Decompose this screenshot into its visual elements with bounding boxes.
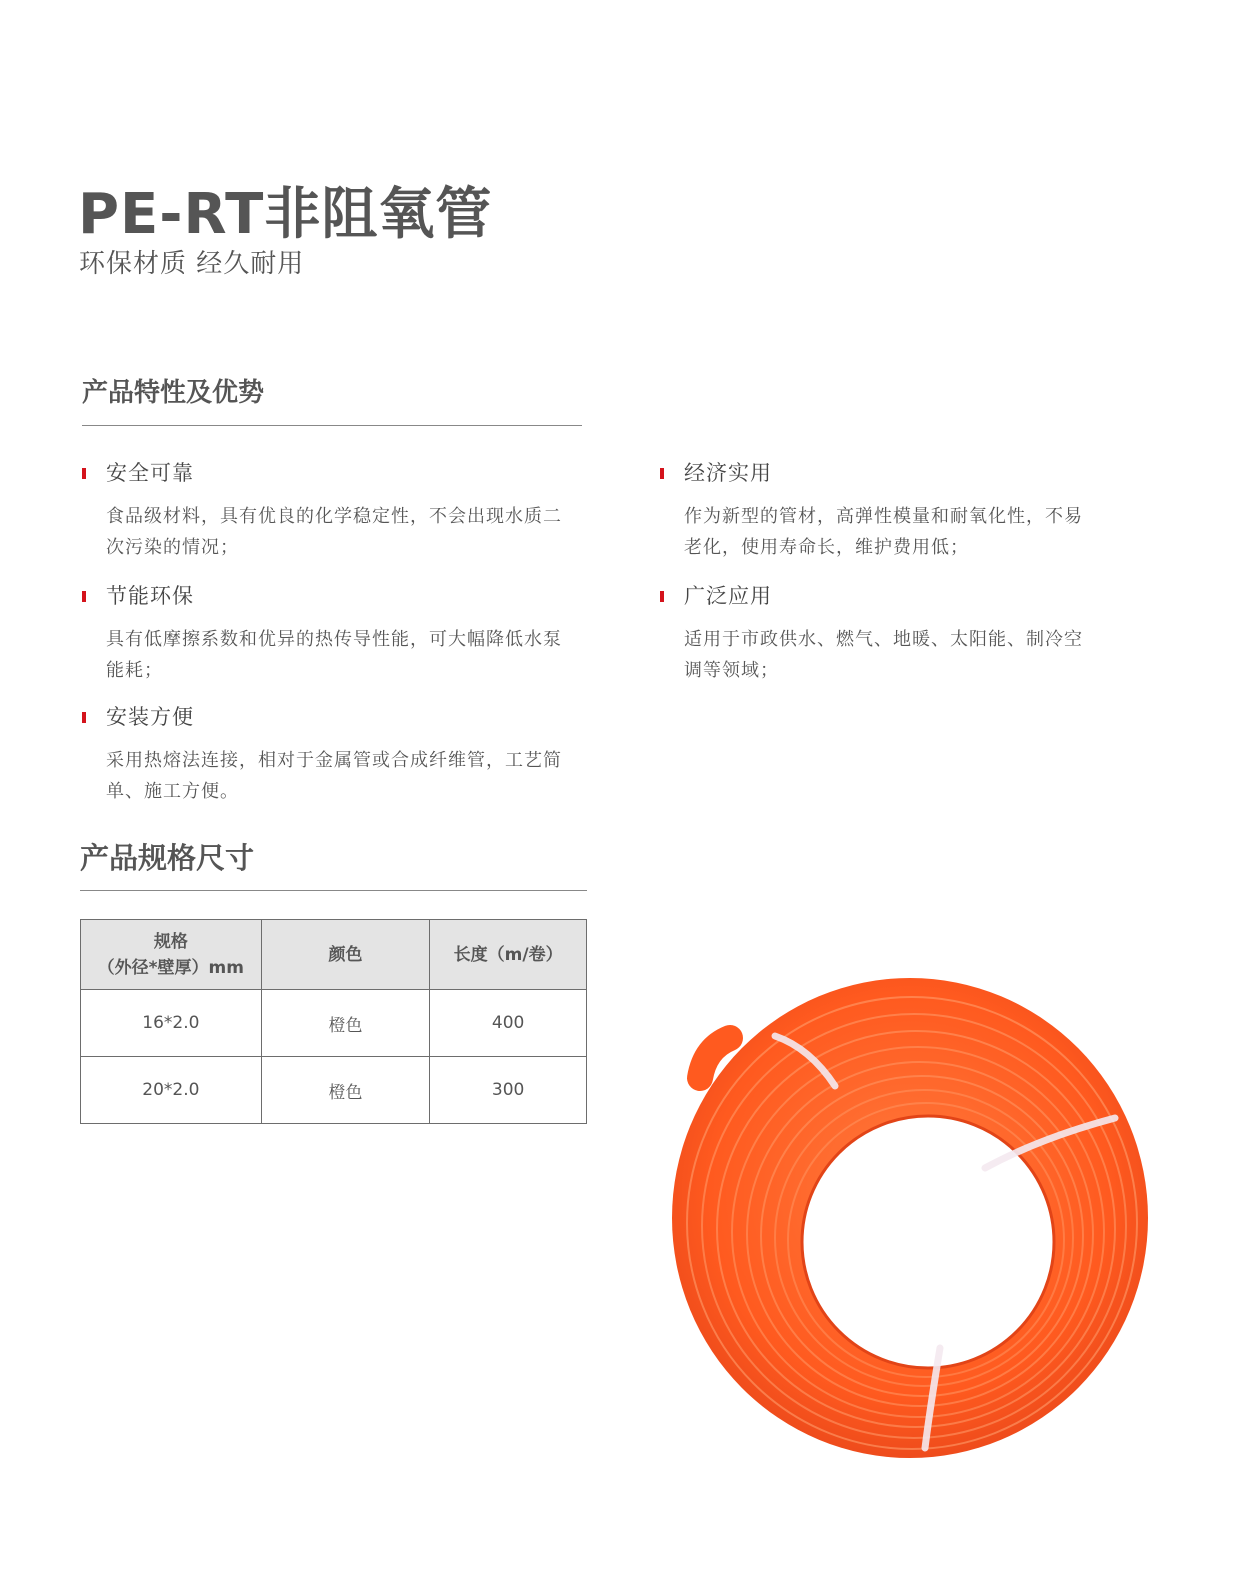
header-color: 颜色 — [261, 920, 430, 990]
features-divider — [82, 425, 582, 426]
feature-description: 采用热熔法连接，相对于金属管或合成纤维管，工艺简单、施工方便。 — [106, 750, 562, 802]
feature-title — [82, 580, 562, 612]
bullet-icon — [82, 712, 86, 723]
header-spec-line1: 规格 — [153, 931, 188, 952]
feature-item-energy — [82, 580, 562, 686]
bullet-icon — [660, 591, 664, 602]
bullet-icon — [660, 468, 664, 479]
specs-section-title: 产品规格尺寸 — [80, 841, 255, 875]
feature-item-economic — [660, 457, 1100, 563]
table-header-row — [81, 920, 587, 990]
feature-item-application — [660, 580, 1100, 686]
features-section-title: 产品特性及优势 — [82, 378, 265, 408]
bullet-icon — [82, 591, 86, 602]
feature-title-text: 广泛应用 — [684, 584, 772, 608]
cell-color: 橙色 — [261, 990, 430, 1057]
bullet-icon — [82, 468, 86, 479]
feature-title-text: 安全可靠 — [106, 461, 194, 485]
feature-description: 具有低摩擦系数和优异的热传导性能，可大幅降低水泵能耗； — [106, 629, 562, 681]
page-title: PE-RT非阻氧管 — [78, 182, 493, 247]
table-row — [81, 990, 587, 1057]
feature-title — [660, 580, 1100, 612]
cell-spec: 16*2.0 — [81, 990, 262, 1057]
feature-title — [82, 701, 562, 733]
header-spec-line2: （外径*壁厚）mm — [97, 957, 244, 978]
feature-title — [660, 457, 1100, 489]
header-length: 长度（m/卷） — [430, 920, 587, 990]
spec-table — [80, 919, 587, 1124]
feature-item-install — [82, 701, 562, 807]
cell-color: 橙色 — [261, 1057, 430, 1124]
specs-divider — [80, 890, 587, 891]
feature-title — [82, 457, 562, 489]
feature-item-safe — [82, 457, 562, 563]
feature-description: 适用于市政供水、燃气、地暖、太阳能、制冷空调等领域； — [684, 629, 1083, 681]
cell-spec: 20*2.0 — [81, 1057, 262, 1124]
feature-title-text: 安装方便 — [106, 705, 194, 729]
feature-description: 作为新型的管材，高弹性模量和耐氧化性，不易老化，使用寿命长，维护费用低； — [684, 506, 1083, 558]
feature-title-text: 节能环保 — [106, 584, 194, 608]
table-row — [81, 1057, 587, 1124]
cell-length: 400 — [430, 990, 587, 1057]
feature-description: 食品级材料，具有优良的化学稳定性，不会出现水质二次污染的情况； — [106, 506, 562, 558]
feature-title-text: 经济实用 — [684, 461, 772, 485]
page-subtitle: 环保材质 经久耐用 — [79, 249, 305, 279]
pipe-coil-image — [660, 968, 1160, 1468]
cell-length: 300 — [430, 1057, 587, 1124]
header-spec — [81, 920, 262, 990]
